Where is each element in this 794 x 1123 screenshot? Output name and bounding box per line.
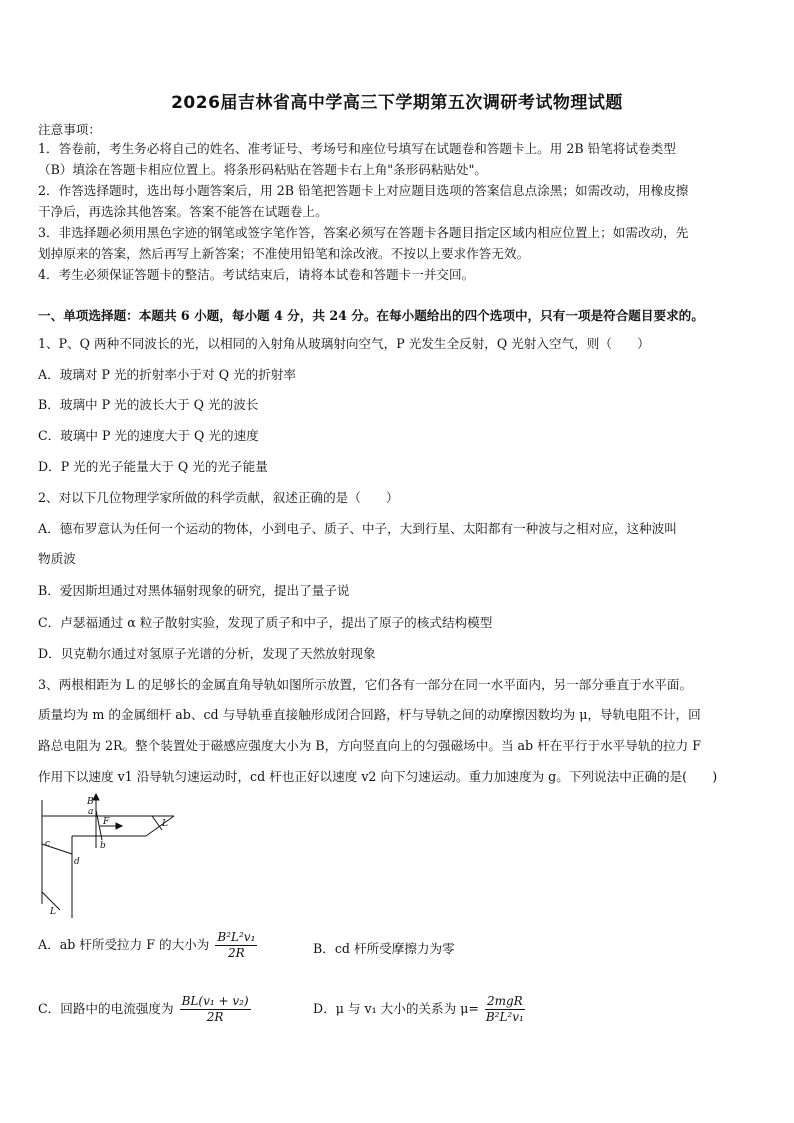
option-c-text: C．回路中的电流强度为 bbox=[38, 1001, 174, 1016]
question-3-option-d bbox=[313, 994, 525, 1025]
question-2-option-d: D．贝克勒尔通过对氢原子光谱的分析，发现了天然放射现象 bbox=[38, 646, 376, 661]
question-1-stem: 1、P、Q 两种不同波长的光，以相同的入射角从玻璃射向空气，P 光发生全反射，Q 光射入空气，则（ ） bbox=[38, 336, 650, 351]
question-2-option-b: B．爱因斯坦通过对黑体辐射现象的研究，提出了量子说 bbox=[38, 583, 350, 598]
rail-diagram bbox=[34, 792, 184, 920]
label-l-bottom: L bbox=[50, 907, 56, 917]
option-a-fraction bbox=[215, 930, 257, 961]
option-c-denominator: 2R bbox=[206, 1010, 224, 1024]
option-d-denominator: B²L²v₁ bbox=[485, 1010, 524, 1024]
question-3-stem-line: 作用下以速度 v1 沿导轨匀速运动时，cd 杆也正好以速度 v2 向下匀速运动。重力加速度为 g。下列说法中正确的是( ) bbox=[38, 769, 718, 784]
label-d: d bbox=[74, 857, 80, 867]
question-3-stem-line: 3、两根相距为 L 的足够长的金属直角导轨如图所示放置，它们各有一部分在同一水平面内，另一部分垂直于水平面。 bbox=[38, 677, 693, 692]
option-c-numerator: BL(v₁ + v₂) bbox=[181, 994, 249, 1008]
option-d-text: D．μ 与 v₁ 大小的关系为 μ= bbox=[313, 1001, 479, 1016]
label-l-top: L bbox=[162, 819, 168, 829]
notice-line: 1．答卷前，考生务必将自己的姓名、准考证号、考场号和座位号填写在试题卷和答题卡上。用 2B 铅笔将试卷类型 bbox=[38, 141, 676, 156]
question-1-option-c: C．玻璃中 P 光的速度大于 Q 光的速度 bbox=[38, 428, 259, 443]
label-a: a bbox=[88, 807, 94, 817]
label-b-field: B bbox=[87, 797, 94, 807]
question-3-stem-line: 质量均为 m 的金属细杆 ab、cd 与导轨垂直接触形成闭合回路，杆与导轨之间的动摩擦因数均为 μ，导轨电阻不计，回 bbox=[38, 707, 701, 722]
notice-line: 3．非选择题必须用黑色字迹的钢笔或签字笔作答，答案必须写在答题卡各题目指定区域内相应位置上；如需改动，先 bbox=[38, 225, 689, 240]
question-2-stem: 2、对以下几位物理学家所做的科学贡献，叙述正确的是（ ） bbox=[38, 490, 399, 505]
notice-line: 2．作答选择题时，选出每小题答案后，用 2B 铅笔把答题卡上对应题目选项的答案信息点涂黑；如需改动，用橡皮擦 bbox=[38, 183, 689, 198]
label-b: b bbox=[100, 841, 106, 851]
question-1-option-b: B．玻璃中 P 光的波长大于 Q 光的波长 bbox=[38, 397, 259, 412]
notice-line: 干净后，再选涂其他答案。答案不能答在试题卷上。 bbox=[38, 204, 328, 219]
option-a-denominator: 2R bbox=[228, 946, 245, 960]
page-title: 2026届吉林省高中学高三下学期第五次调研考试物理试题 bbox=[171, 93, 623, 113]
option-c-fraction bbox=[180, 994, 251, 1025]
question-2-option-c: C．卢瑟福通过 α 粒子散射实验，发现了质子和中子，提出了原子的核式结构模型 bbox=[38, 615, 493, 630]
question-3-option-c bbox=[38, 994, 251, 1025]
question-1-option-a: A．玻璃对 P 光的折射率小于对 Q 光的折射率 bbox=[38, 367, 296, 382]
notice-line: 划掉原来的答案，然后再写上新答案；不准使用铅笔和涂改液。不按以上要求作答无效。 bbox=[38, 246, 530, 261]
notice-line: （B）填涂在答题卡相应位置上。将条形码粘贴在答题卡右上角"条形码粘贴处"。 bbox=[38, 162, 488, 177]
notice-line: 4．考生必须保证答题卡的整洁。考试结束后，请将本试卷和答题卡一并交回。 bbox=[38, 267, 475, 282]
label-c: c bbox=[45, 839, 51, 849]
question-3-stem-line: 路总电阻为 2R。整个装置处于磁感应强度大小为 B，方向竖直向上的匀强磁场中。当 ab 杆在平行于水平导轨的拉力 F bbox=[38, 738, 701, 753]
option-a-text: A．ab 杆所受拉力 F 的大小为 bbox=[38, 937, 210, 952]
question-2-option-a-cont: 物质波 bbox=[38, 551, 76, 566]
notice-heading: 注意事项： bbox=[38, 122, 101, 137]
option-d-numerator: 2mgR bbox=[486, 994, 523, 1008]
question-3-option-b: B．cd 杆所受摩擦力为零 bbox=[313, 941, 455, 956]
question-3-option-a bbox=[38, 930, 257, 961]
option-d-fraction bbox=[485, 994, 525, 1025]
label-f: F bbox=[103, 817, 110, 827]
question-1-option-d: D．P 光的光子能量大于 Q 光的光子能量 bbox=[38, 459, 268, 474]
section-heading: 一、单项选择题：本题共 6 小题，每小题 4 分，共 24 分。在每小题给出的四个选项中，只有一项是符合题目要求的。 bbox=[38, 308, 704, 323]
option-a-numerator: B²L²v₁ bbox=[217, 930, 256, 944]
question-2-option-a: A．德布罗意认为任何一个运动的物体，小到电子、质子、中子，大到行星、太阳都有一种波与之相对应，这种波叫 bbox=[38, 521, 677, 536]
